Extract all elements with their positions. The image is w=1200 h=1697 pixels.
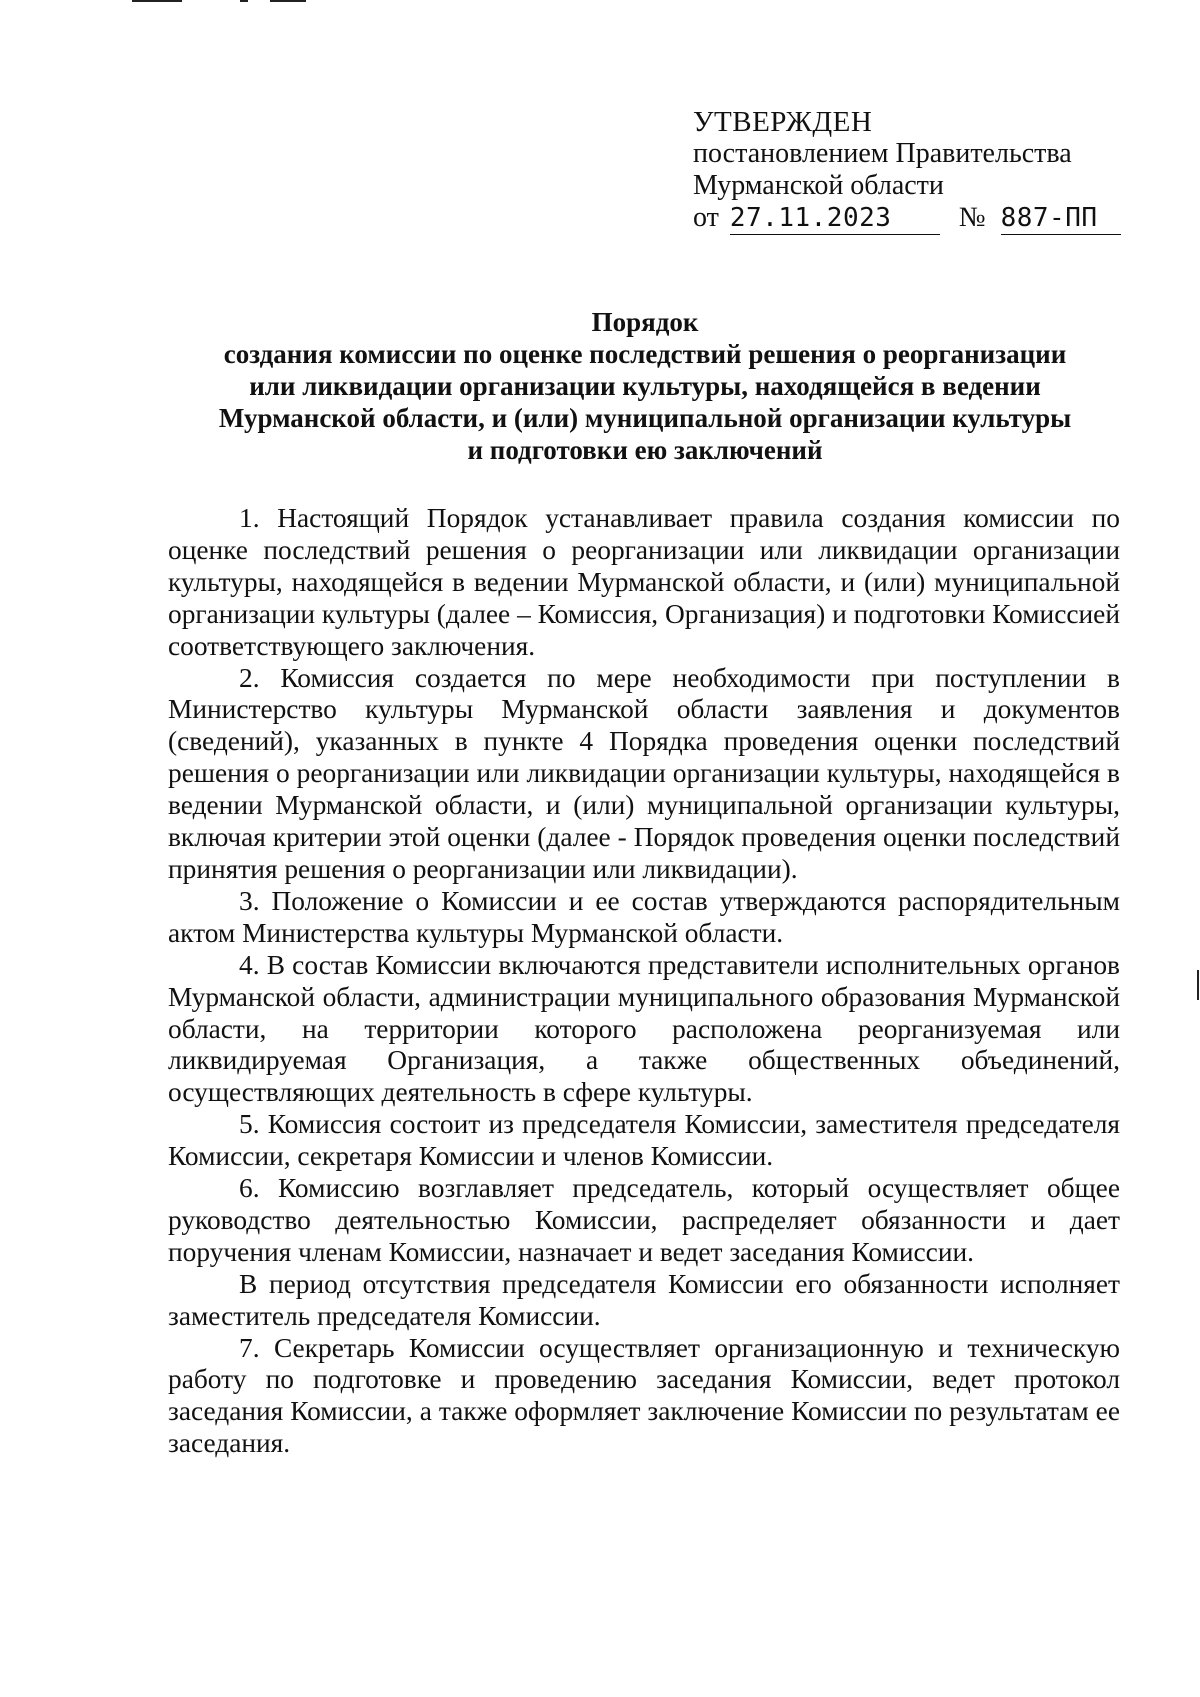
approval-line-2: Мурманской области bbox=[693, 170, 944, 201]
approval-heading: УТВЕРЖДЕН bbox=[693, 106, 873, 138]
paragraph-4: 4. В состав Комиссии включаются представители исполнительных органов Мурманской области, администрации муниципального образования Мурманской области, на территории которого расположена реорганизуемая или ликвидируемая Организация, а также общественных объединений, осуществляющих деятельность в сфере культуры. bbox=[168, 949, 1120, 1108]
title-line-2: создания комиссии по оценке последствий решения о реорганизации bbox=[223, 339, 1067, 369]
document-title bbox=[150, 306, 1140, 466]
document-body bbox=[168, 503, 1120, 1460]
paragraph-6-continued: В период отсутствия председателя Комиссии его обязанности исполняет заместитель председателя Комиссии. bbox=[168, 1268, 1120, 1331]
paragraph-5: 5. Комиссия состоит из председателя Комиссии, заместителя председателя Комиссии, секретаря Комиссии и членов Комиссии. bbox=[168, 1109, 1120, 1172]
number-prefix: № bbox=[958, 202, 986, 233]
paragraph-2: 2. Комиссия создается по мере необходимости при поступлении в Министерство культуры Мурманской области заявления и документов (сведений), указанных в пункте 4 Порядка проведения оценки последствий решения о реорганизации или ликвидации организации культуры, находящейся в ведении Мурманской области, и (или) муниципальной организации культуры, включая критерии этой оценки (далее - Порядок проведения оценки последствий принятия решения о реорганизации или ликвидации). bbox=[168, 662, 1120, 884]
paragraph-6: 6. Комиссию возглавляет председатель, который осуществляет общее руководство деятельностью Комиссии, распределяет обязанности и дает поручения членам Комиссии, назначает и ведет заседания Комиссии. bbox=[168, 1173, 1120, 1267]
approval-date: 27.11.2023 bbox=[730, 202, 940, 235]
title-line-4: Мурманской области, и (или) муниципальной организации культуры bbox=[218, 403, 1072, 433]
approval-line-1: постановлением Правительства bbox=[693, 138, 1072, 169]
paragraph-1: 1. Настоящий Порядок устанавливает правила создания комиссии по оценке последствий решения о реорганизации или ликвидации организации культуры, находящейся в ведении Мурманской области, и (или) муниципальной организации культуры (далее – Комиссия, Организация) и подготовки Комиссией соответствующего заключения. bbox=[168, 503, 1120, 661]
approval-date-line bbox=[693, 202, 1113, 235]
paragraph-3: 3. Положение о Комиссии и ее состав утверждаются распорядительным актом Министерства культуры Мурманской области. bbox=[168, 885, 1120, 948]
paragraph-7: 7. Секретарь Комиссии осуществляет организационную и техническую работу по подготовке и проведению заседания Комиссии, ведет протокол заседания Комиссии, а также оформляет заключение Комиссии по результатам ее заседания. bbox=[168, 1332, 1120, 1459]
date-prefix: от bbox=[693, 202, 719, 233]
scan-artifact-top-2 bbox=[240, 0, 248, 2]
approval-stamp bbox=[693, 106, 1113, 235]
scan-artifact-edge bbox=[1197, 970, 1199, 1000]
title-line-3: или ликвидации организации культуры, находящейся в ведении bbox=[249, 371, 1041, 401]
title-line-1: Порядок bbox=[591, 307, 699, 337]
scan-artifact-top bbox=[132, 0, 182, 2]
approval-number: 887-ПП bbox=[1001, 202, 1121, 235]
title-line-5: и подготовки ею заключений bbox=[467, 435, 823, 465]
scan-artifact-top-3 bbox=[270, 0, 306, 2]
